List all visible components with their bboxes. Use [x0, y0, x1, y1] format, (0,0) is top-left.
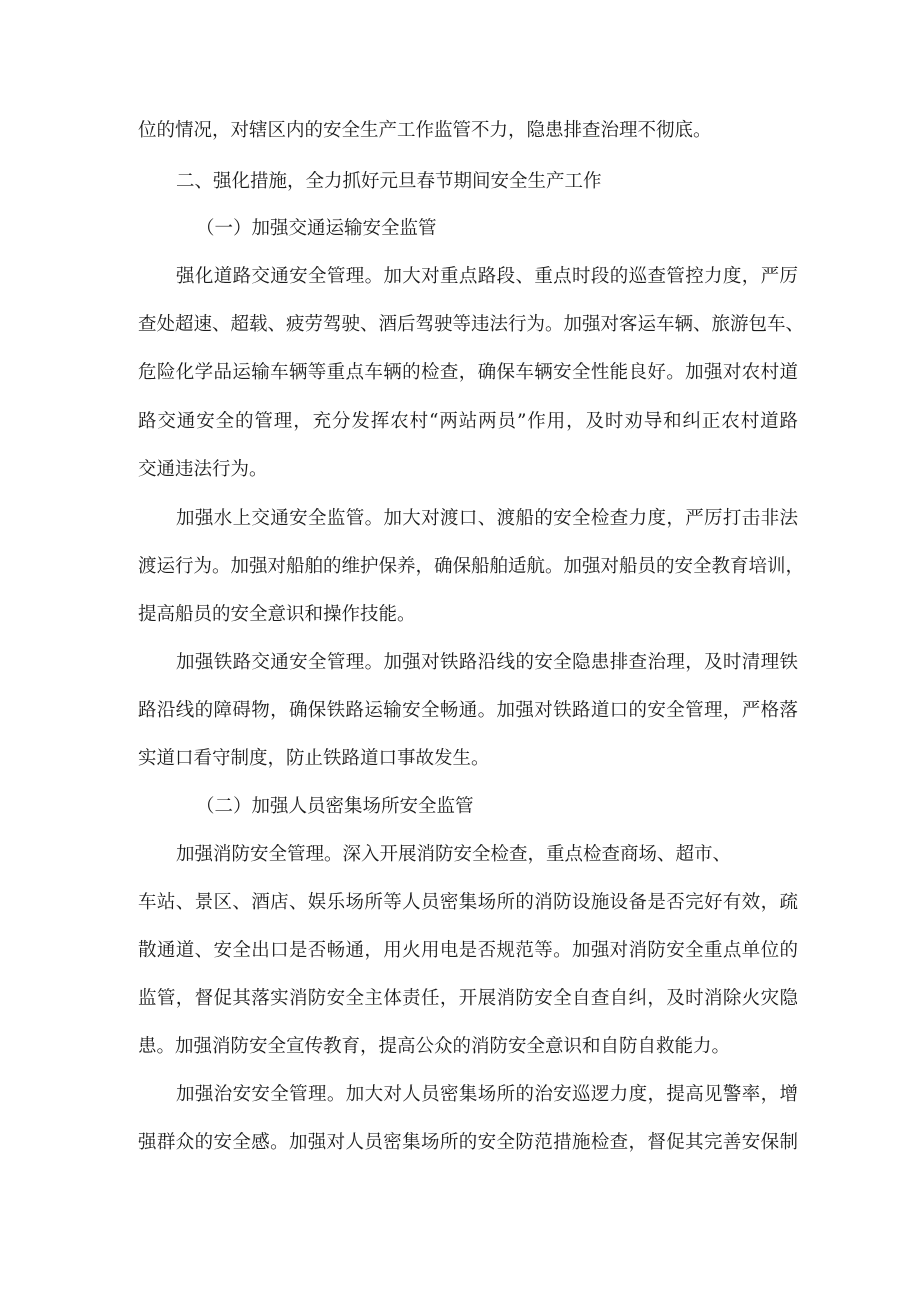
paragraph-line: 监管，督促其落实消防安全主体责任，开展消防安全自查自纠，及时消除火灾隐 — [138, 988, 798, 1009]
paragraph-line: 加强消防安全管理。深入开展消防安全检查，重点检查商场、超市、 — [176, 844, 732, 865]
section-heading: 二、强化措施，全力抓好元旦春节期间安全生产工作 — [176, 171, 602, 192]
paragraph-line: 路沿线的障碍物，确保铁路运输安全畅通。加强对铁路道口的安全管理，严格落 — [138, 700, 798, 721]
paragraph-line: 路交通安全的管理，充分发挥农村“两站两员”作用，及时劝导和纠正农村道路 — [138, 411, 798, 432]
paragraph-line: 加强铁路交通安全管理。加强对铁路沿线的安全隐患排查治理，及时清理铁 — [176, 652, 798, 673]
paragraph-line: 车站、景区、酒店、娱乐场所等人员密集场所的消防设施设备是否完好有效，疏 — [138, 892, 798, 913]
paragraph-line: 患。加强消防安全宣传教育，提高公众的消防安全意识和自防自救能力。 — [138, 1036, 731, 1057]
paragraph-line: 查处超速、超载、疲劳驾驶、酒后驾驶等违法行为。加强对客运车辆、旅游包车、 — [138, 314, 805, 335]
paragraph-line: 交通违法行为。 — [138, 459, 268, 480]
paragraph-line: 强化道路交通安全管理。加大对重点路段、重点时段的巡查管控力度，严厉 — [176, 266, 798, 287]
paragraph-line: 强群众的安全感。加强对人员密集场所的安全防范措施检查，督促其完善安保制 — [138, 1132, 798, 1153]
paragraph-line: 加强水上交通安全监管。加大对渡口、渡船的安全检查力度，严厉打击非法 — [176, 508, 798, 529]
paragraph-line: 散通道、安全出口是否畅通，用火用电是否规范等。加强对消防安全重点单位的 — [138, 940, 798, 961]
subsection-heading: （一）加强交通运输安全监管 — [196, 218, 437, 239]
paragraph-line: 加强治安安全管理。加大对人员密集场所的治安巡逻力度，提高见警率，增 — [176, 1084, 798, 1105]
paragraph-line: 渡运行为。加强对船舶的维护保养，确保船舶适航。加强对船员的安全教育培训， — [138, 556, 805, 577]
paragraph-line: 提高船员的安全意识和操作技能。 — [138, 604, 416, 625]
paragraph-line: 位的情况，对辖区内的安全生产工作监管不力，隐患排查治理不彻底。 — [138, 120, 712, 141]
paragraph-line: 危险化学品运输车辆等重点车辆的检查，确保车辆安全性能良好。加强对农村道 — [138, 362, 798, 383]
paragraph-line: 实道口看守制度，防止铁路道口事故发生。 — [138, 748, 490, 769]
subsection-heading: （二）加强人员密集场所安全监管 — [196, 796, 474, 817]
